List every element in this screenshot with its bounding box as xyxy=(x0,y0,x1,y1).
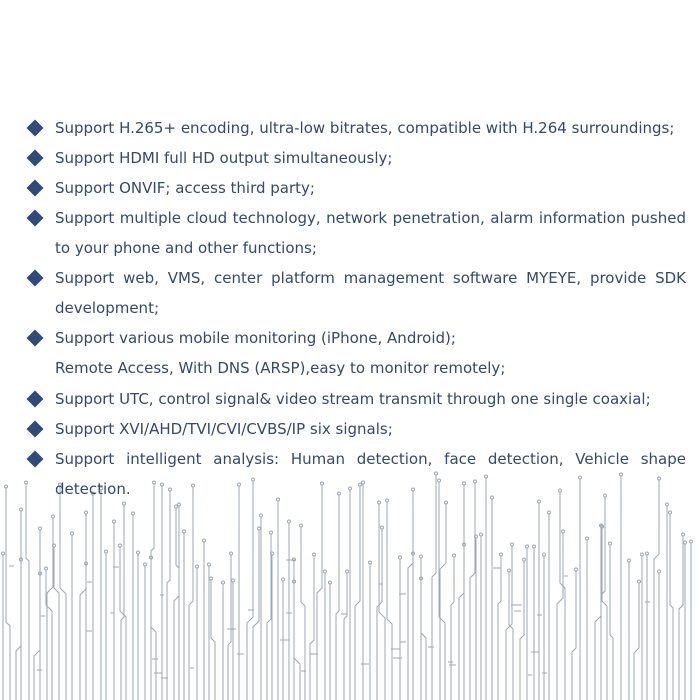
feature-text: Support XVI/AHD/TVI/CVI/CVBS/IP six signals; xyxy=(55,420,393,438)
feature-text: Support web, VMS, center platform management software MYEYE, provide SDK xyxy=(55,269,686,287)
diamond-bullet-icon xyxy=(27,451,44,468)
diamond-bullet-icon xyxy=(27,421,44,438)
feature-text: Support UTC, control signal& video stream transmit through one single coaxial; xyxy=(55,390,651,408)
feature-text: Support HDMI full HD output simultaneously; xyxy=(55,149,393,167)
diamond-bullet-icon xyxy=(27,391,44,408)
feature-text: Support ONVIF; access third party; xyxy=(55,179,315,197)
diamond-bullet-icon xyxy=(27,120,44,137)
diamond-bullet-icon xyxy=(27,210,44,227)
feature-text: Support various mobile monitoring (iPhone, Android); xyxy=(55,329,456,347)
feature-text: Support intelligent analysis: Human detection, face detection, Vehicle shape xyxy=(55,450,686,468)
feature-text-continued: detection. xyxy=(55,480,131,498)
diamond-bullet-icon xyxy=(27,270,44,287)
diamond-bullet-icon xyxy=(27,150,44,167)
diamond-bullet-icon xyxy=(27,180,44,197)
feature-text-continued: development; xyxy=(55,299,160,317)
feature-text: Support multiple cloud technology, network penetration, alarm information pushed xyxy=(55,209,686,227)
feature-text-continued: Remote Access, With DNS (ARSP),easy to monitor remotely; xyxy=(55,359,506,377)
feature-text-continued: to your phone and other functions; xyxy=(55,239,317,257)
diamond-bullet-icon xyxy=(27,330,44,347)
feature-text: Support H.265+ encoding, ultra-low bitrates, compatible with H.264 surroundings; xyxy=(55,119,675,137)
